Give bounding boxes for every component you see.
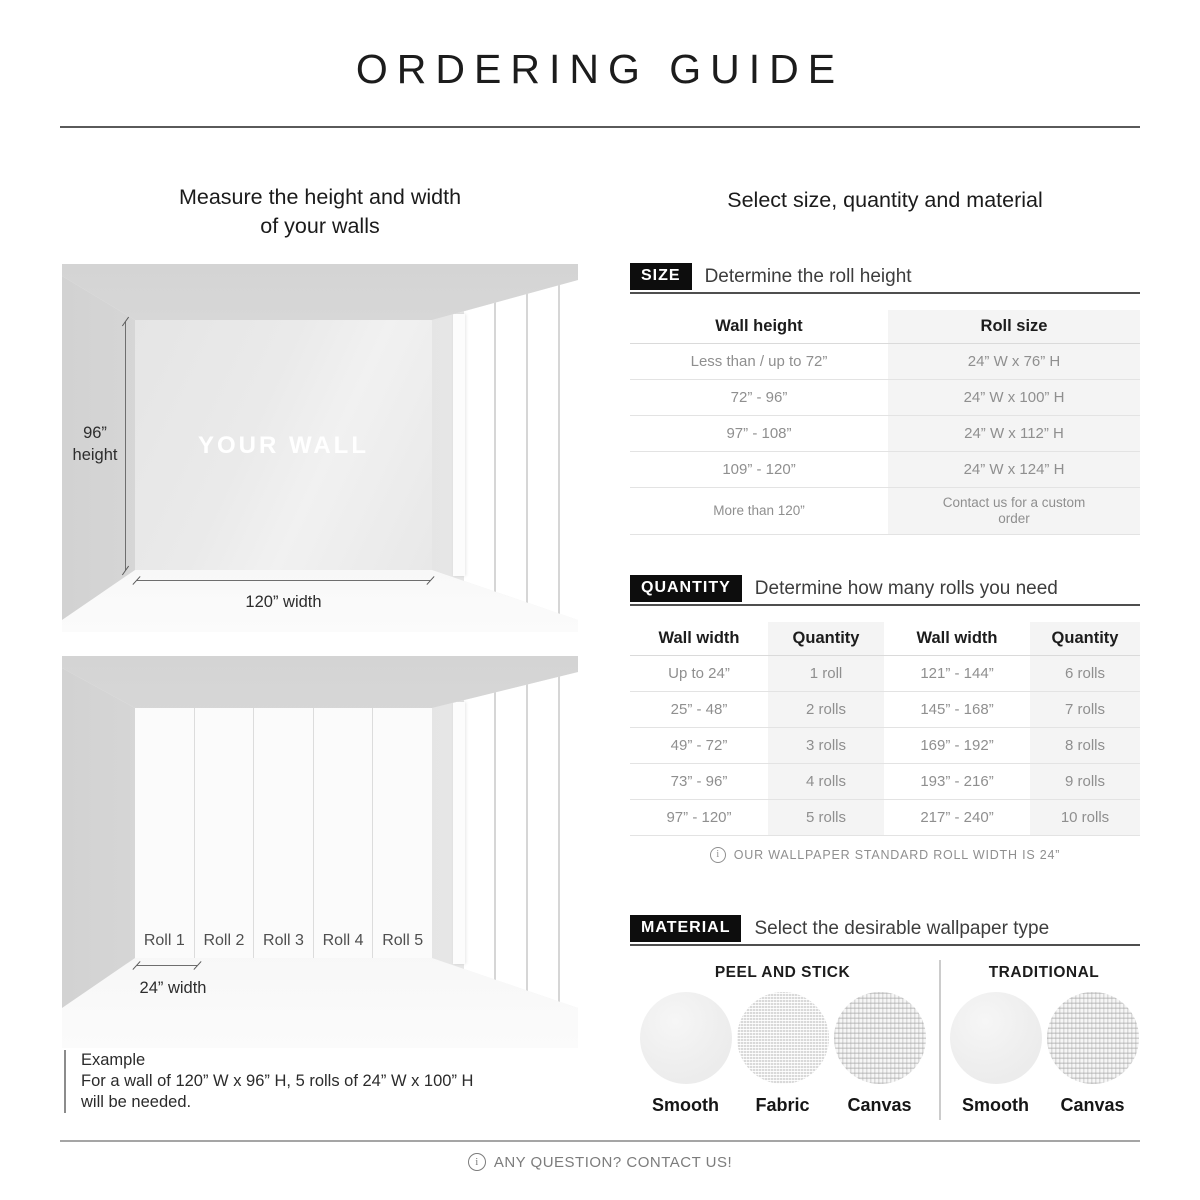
- footer-contact-text: ANY QUESTION? CONTACT US!: [493, 1153, 733, 1171]
- size-table-cell: 24” W x 100” H: [888, 380, 1140, 416]
- quantity-table-cell: 217” - 240”: [884, 800, 1030, 836]
- size-table-cell: 109” - 120”: [630, 452, 888, 488]
- quantity-section-title: Determine how many rolls you need: [754, 577, 1058, 599]
- size-table-header: Wall height: [630, 310, 888, 344]
- swatch-row: [948, 992, 1140, 1116]
- size-section-header: [630, 263, 1140, 290]
- roll-panel: [254, 708, 314, 958]
- smooth-texture-swatch: [640, 992, 732, 1084]
- custom-order-text: Contact us for a custom order: [942, 495, 1086, 526]
- material-swatch: [737, 992, 829, 1116]
- roll-label: Roll 1: [143, 932, 185, 949]
- quantity-table-cell: 5 rolls: [768, 800, 884, 836]
- roll-label: Roll 3: [263, 932, 304, 949]
- size-table-cell: 24” W x 112” H: [888, 416, 1140, 452]
- size-badge: SIZE: [630, 263, 692, 290]
- quantity-section-header: [630, 575, 1140, 602]
- roll-panel: [314, 708, 374, 958]
- material-swatch: [950, 992, 1042, 1116]
- size-table-cell: 24” W x 76” H: [888, 344, 1140, 380]
- room-measure-illustration: [62, 264, 578, 632]
- quantity-table-header: Wall width: [630, 622, 768, 656]
- right-column-heading: Select size, quantity and material: [727, 188, 1043, 212]
- quantity-table-header: Wall width: [884, 622, 1030, 656]
- quantity-table-header: Quantity: [768, 622, 884, 656]
- fabric-texture-swatch: [737, 992, 829, 1084]
- quantity-table-cell: 97” - 120”: [630, 800, 768, 836]
- window-frame: [453, 702, 465, 964]
- window-glass: [464, 272, 578, 624]
- quantity-table-cell: 7 rolls: [1030, 692, 1140, 728]
- material-groups-divider: [939, 960, 941, 1120]
- your-wall-label: YOUR WALL: [198, 432, 369, 459]
- roll-width-dimension-line: [137, 965, 197, 966]
- material-section-divider: [630, 944, 1140, 946]
- peel-and-stick-label: PEEL AND STICK: [714, 964, 851, 981]
- swatch-row: [630, 992, 935, 1116]
- peel-and-stick-group: [630, 958, 935, 1116]
- window-frame: [453, 314, 465, 576]
- traditional-group: [948, 958, 1140, 1116]
- roll-label: Roll 5: [382, 932, 424, 949]
- size-table-cell: 97” - 108”: [630, 416, 888, 452]
- quantity-table-cell: 49” - 72”: [630, 728, 768, 764]
- width-dimension-label: 120” width: [245, 593, 322, 611]
- roll-panel: [195, 708, 255, 958]
- height-dimension-label: [62, 422, 128, 466]
- quantity-table-cell: 6 rolls: [1030, 656, 1140, 692]
- quantity-badge: QUANTITY: [630, 575, 742, 602]
- smooth-texture-swatch: [950, 992, 1042, 1084]
- quantity-table-cell: 145” - 168”: [884, 692, 1030, 728]
- rolls-wall-surface: [135, 708, 432, 958]
- top-divider: [60, 126, 1140, 128]
- material-swatch: [640, 992, 732, 1116]
- roll-label: Roll 4: [322, 932, 364, 949]
- roll-label: Roll 2: [203, 932, 245, 949]
- page-title: ORDERING GUIDE: [355, 46, 845, 92]
- swatch-label: Canvas: [1060, 1095, 1125, 1115]
- your-wall-surface: [135, 320, 432, 570]
- room-rolls-illustration: [62, 656, 578, 1048]
- material-swatch: [1047, 992, 1139, 1116]
- example-line1: For a wall of 120” W x 96” H, 5 rolls of 24” W x 100” H: [81, 1072, 474, 1090]
- left-heading-line1: Measure the height and width: [178, 185, 462, 209]
- roll-panel: [135, 708, 195, 958]
- quantity-table-cell: 121” - 144”: [884, 656, 1030, 692]
- roll-panel: [373, 708, 432, 958]
- quantity-table-cell: 9 rolls: [1030, 764, 1140, 800]
- size-table-cell: More than 120”: [630, 488, 888, 535]
- quantity-table-cell: 4 rolls: [768, 764, 884, 800]
- swatch-label: Smooth: [962, 1095, 1029, 1115]
- footer-divider: [60, 1140, 1140, 1142]
- size-table-cell: 24” W x 124” H: [888, 452, 1140, 488]
- quantity-table-cell: 3 rolls: [768, 728, 884, 764]
- swatch-label: Fabric: [755, 1095, 810, 1115]
- quantity-table-cell: 193” - 216”: [884, 764, 1030, 800]
- info-icon: [468, 1153, 486, 1171]
- material-section-header: [630, 915, 1140, 942]
- canvas-texture-swatch: [834, 992, 926, 1084]
- roll-width-note-text: OUR WALLPAPER STANDARD ROLL WIDTH IS 24”: [733, 848, 1061, 862]
- quantity-table-cell: Up to 24”: [630, 656, 768, 692]
- quantity-table-cell: 8 rolls: [1030, 728, 1140, 764]
- info-icon: [710, 847, 726, 863]
- example-line2: will be needed.: [81, 1093, 192, 1111]
- size-table-cell: [888, 488, 1140, 535]
- size-section-divider: [630, 292, 1140, 294]
- size-table-header: Roll size: [888, 310, 1140, 344]
- quantity-table-cell: 2 rolls: [768, 692, 884, 728]
- roll-width-dimension-label: 24” width: [139, 979, 207, 997]
- material-badge: MATERIAL: [630, 915, 741, 942]
- quantity-table: [630, 622, 1140, 836]
- roll-width-note: [630, 847, 1140, 863]
- material-section-title: Select the desirable wallpaper type: [754, 917, 1050, 939]
- quantity-section-divider: [630, 604, 1140, 606]
- swatch-label: Canvas: [847, 1095, 912, 1115]
- quantity-table-cell: 73” - 96”: [630, 764, 768, 800]
- quantity-table-cell: 10 rolls: [1030, 800, 1140, 836]
- left-heading-line2: of your walls: [260, 214, 380, 238]
- size-table-cell: 72” - 96”: [630, 380, 888, 416]
- size-section-title: Determine the roll height: [704, 265, 912, 287]
- size-table-cell: Less than / up to 72”: [630, 344, 888, 380]
- height-word: height: [72, 446, 118, 464]
- quantity-table-cell: 25” - 48”: [630, 692, 768, 728]
- swatch-label: Smooth: [652, 1095, 719, 1115]
- height-value: 96”: [83, 424, 107, 442]
- footer-contact-note: [0, 1153, 1200, 1171]
- quantity-table-cell: 1 roll: [768, 656, 884, 692]
- canvas-texture-swatch: [1047, 992, 1139, 1084]
- traditional-label: TRADITIONAL: [988, 964, 1100, 981]
- material-options: [630, 958, 1140, 1128]
- size-table: [630, 310, 1140, 535]
- width-dimension-line: [137, 580, 430, 581]
- example-note: [64, 1050, 551, 1113]
- material-swatch: [834, 992, 926, 1116]
- left-column-heading: [62, 183, 578, 241]
- quantity-table-header: Quantity: [1030, 622, 1140, 656]
- quantity-table-cell: 169” - 192”: [884, 728, 1030, 764]
- example-title: Example: [81, 1051, 146, 1069]
